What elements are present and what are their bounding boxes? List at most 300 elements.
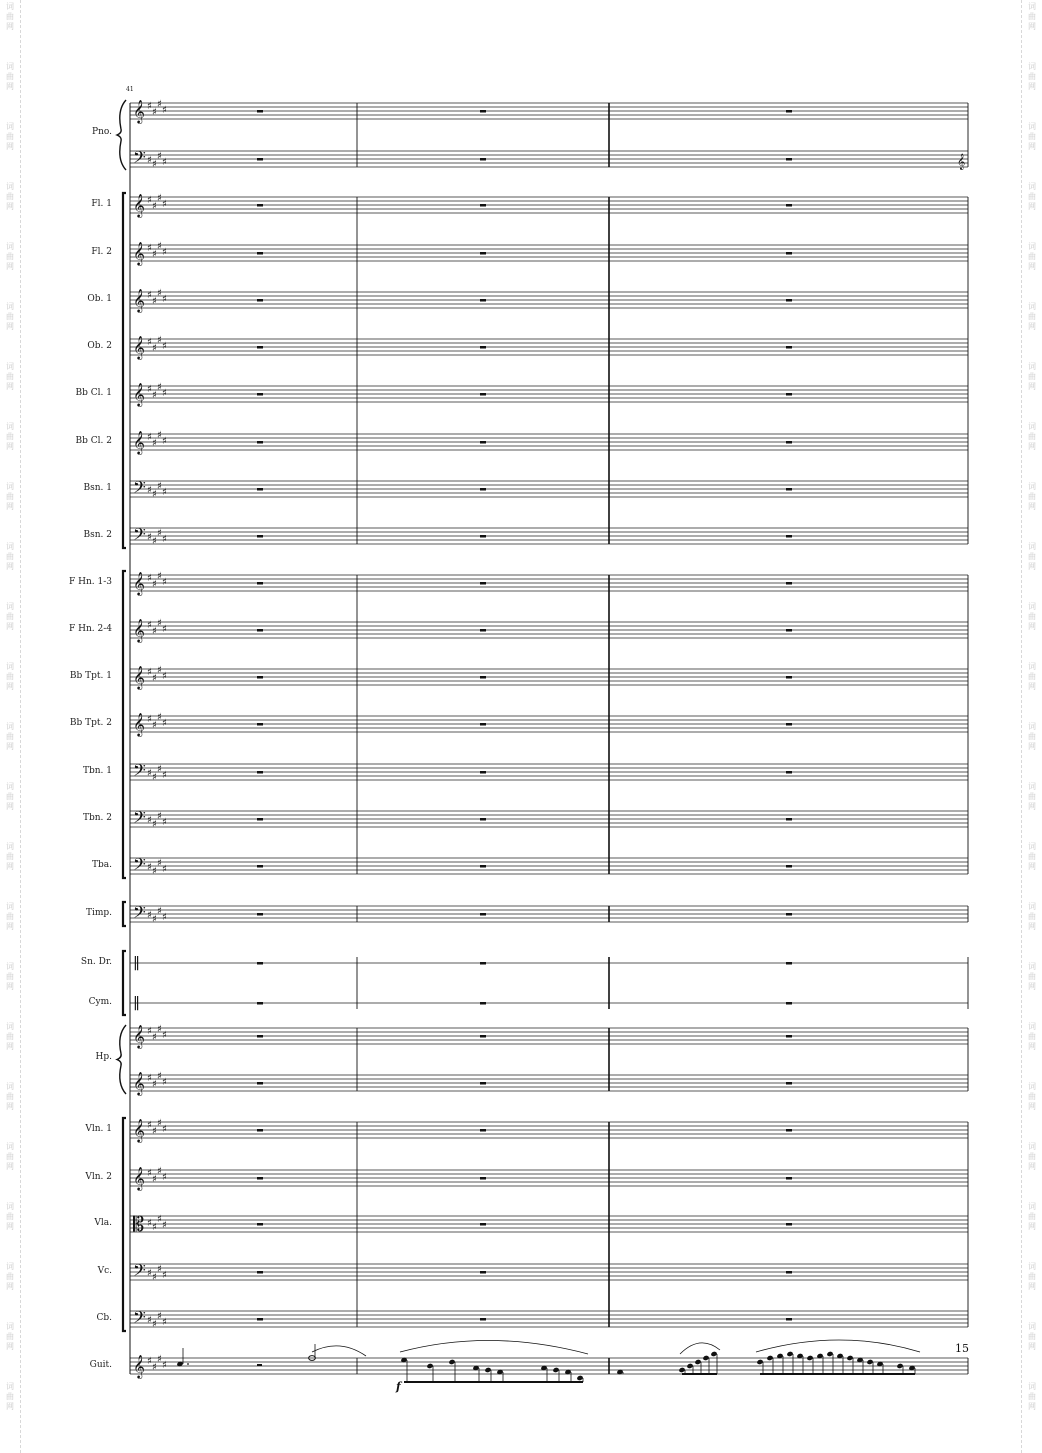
note-head: [678, 1367, 685, 1373]
watermark-glyph: 网: [6, 502, 14, 511]
watermark-glyph: 曲: [1028, 1332, 1036, 1341]
sharp-sign: ♯: [147, 432, 152, 443]
sharp-sign: ♯: [147, 290, 152, 301]
page-number: 15: [955, 1342, 969, 1355]
watermark-glyph: 词: [1028, 1142, 1036, 1151]
sharp-sign: ♯: [152, 1126, 157, 1137]
whole-rest: [786, 252, 792, 255]
watermark-glyph: 网: [1028, 682, 1036, 691]
watermark-glyph: 网: [6, 1162, 14, 1171]
whole-rest: [480, 629, 486, 632]
sharp-sign: ♯: [162, 1220, 167, 1231]
sharp-sign: ♯: [162, 105, 167, 116]
half-rest: [257, 1364, 262, 1366]
augmentation-dot: [187, 1363, 189, 1365]
sharp-sign: ♯: [147, 1073, 152, 1084]
sharp-sign: ♯: [157, 1071, 162, 1082]
instrument-label-fl2: Fl. 2: [91, 247, 112, 257]
dynamic-forte: f: [396, 1380, 401, 1393]
whole-rest: [786, 1223, 792, 1226]
watermark-glyph: 曲: [6, 372, 14, 381]
sharp-sign: ♯: [162, 436, 167, 447]
sharp-sign: ♯: [162, 1317, 167, 1328]
watermark-glyph: 网: [6, 922, 14, 931]
sharp-sign: ♯: [162, 671, 167, 682]
watermark-glyph: 网: [1028, 1402, 1036, 1411]
sharp-sign: ♯: [157, 906, 162, 917]
watermark-glyph: 网: [6, 1282, 14, 1291]
watermark-glyph: 曲: [1028, 792, 1036, 801]
treble-clef: 𝄞: [133, 665, 145, 689]
treble-clef: 𝄞: [133, 618, 145, 642]
sharp-sign: ♯: [147, 768, 152, 779]
watermark-glyph: 网: [6, 82, 14, 91]
whole-rest: [257, 818, 263, 821]
sharp-sign: ♯: [157, 571, 162, 582]
whole-rest: [786, 865, 792, 868]
sharp-sign: ♯: [152, 720, 157, 731]
treble-clef: 𝄞: [133, 335, 145, 359]
whole-rest: [786, 913, 792, 916]
sharp-sign: ♯: [162, 577, 167, 588]
instrument-label-bsn2: Bsn. 2: [83, 530, 112, 540]
watermark-glyph: 曲: [6, 492, 14, 501]
watermark-glyph: 词: [1028, 482, 1036, 491]
sharp-sign: ♯: [152, 1174, 157, 1185]
whole-rest: [257, 913, 263, 916]
watermark-glyph: 词: [6, 422, 14, 431]
sharp-sign: ♯: [162, 1360, 167, 1371]
watermark-glyph: 曲: [6, 1272, 14, 1281]
watermark-glyph: 词: [1028, 662, 1036, 671]
percussion-clef: ‖: [133, 955, 140, 971]
whole-rest: [257, 346, 263, 349]
watermark-glyph: 词: [1028, 602, 1036, 611]
whole-rest: [257, 299, 263, 302]
watermark-glyph: 词: [6, 902, 14, 911]
instrument-label-vc: Vc.: [97, 1266, 112, 1276]
treble-clef: 𝄞: [133, 1071, 145, 1095]
note-head: [576, 1375, 583, 1381]
instrument-label-bsn1: Bsn. 1: [83, 483, 112, 493]
treble-clef: 𝄞: [133, 571, 145, 595]
whole-rest: [480, 1223, 486, 1226]
whole-rest: [786, 110, 792, 113]
watermark-glyph: 网: [6, 1342, 14, 1351]
watermark-glyph: 网: [6, 862, 14, 871]
whole-rest: [257, 962, 263, 965]
watermark-glyph: 网: [1028, 1042, 1036, 1051]
watermark-glyph: 网: [1028, 262, 1036, 271]
whole-rest: [480, 393, 486, 396]
watermark-glyph: 词: [1028, 902, 1036, 911]
whole-rest: [786, 676, 792, 679]
whole-rest: [786, 488, 792, 491]
bass-clef: 𝄢: [133, 1260, 146, 1284]
sharp-sign: ♯: [152, 249, 157, 260]
watermark-glyph: 词: [1028, 422, 1036, 431]
watermark-glyph: 曲: [1028, 612, 1036, 621]
sharp-sign: ♯: [157, 618, 162, 629]
watermark-glyph: 词: [1028, 62, 1036, 71]
whole-rest: [786, 1002, 792, 1005]
whole-rest: [786, 299, 792, 302]
sharp-sign: ♯: [147, 384, 152, 395]
watermark-glyph: 曲: [1028, 312, 1036, 321]
note-head: [806, 1355, 813, 1361]
group-bracket: [123, 193, 126, 548]
watermark-glyph: 词: [6, 1322, 14, 1331]
instrument-label-cym: Cym.: [88, 997, 112, 1007]
whole-rest: [257, 865, 263, 868]
whole-rest: [786, 158, 792, 161]
watermark-glyph: 曲: [1028, 852, 1036, 861]
sharp-sign: ♯: [147, 337, 152, 348]
watermark-glyph: 词: [6, 962, 14, 971]
watermark-glyph: 词: [1028, 122, 1036, 131]
sharp-sign: ♯: [157, 1264, 162, 1275]
instrument-label-tbn2: Tbn. 2: [82, 813, 112, 823]
watermark-glyph: 词: [6, 62, 14, 71]
watermark-glyph: 曲: [1028, 1272, 1036, 1281]
sharp-sign: ♯: [157, 858, 162, 869]
note-head: [866, 1359, 873, 1365]
sharp-sign: ♯: [162, 1030, 167, 1041]
sharp-sign: ♯: [147, 862, 152, 873]
bass-clef: 𝄢: [133, 1307, 146, 1331]
sharp-sign: ♯: [157, 665, 162, 676]
sharp-sign: ♯: [162, 388, 167, 399]
instrument-label-guit: Guit.: [89, 1360, 112, 1370]
watermark-glyph: 网: [6, 22, 14, 31]
whole-rest: [480, 441, 486, 444]
whole-rest: [480, 771, 486, 774]
watermark-glyph: 曲: [1028, 672, 1036, 681]
sharp-sign: ♯: [157, 193, 162, 204]
instrument-label-hn13: F Hn. 1-3: [69, 577, 112, 587]
bass-clef: 𝄢: [133, 807, 146, 831]
instrument-label-tbn1: Tbn. 1: [82, 766, 112, 776]
watermark-glyph: 网: [1028, 1282, 1036, 1291]
whole-rest: [480, 346, 486, 349]
group-bracket: [123, 951, 126, 1015]
sharp-sign: ♯: [152, 489, 157, 500]
watermark-glyph: 曲: [6, 1032, 14, 1041]
sharp-sign: ♯: [152, 438, 157, 449]
watermark-glyph: 网: [6, 1042, 14, 1051]
watermark-glyph: 曲: [1028, 552, 1036, 561]
whole-rest: [480, 1177, 486, 1180]
whole-rest: [786, 441, 792, 444]
watermark-glyph: 网: [6, 142, 14, 151]
whole-rest: [257, 1177, 263, 1180]
sharp-sign: ♯: [147, 243, 152, 254]
watermark-glyph: 曲: [1028, 492, 1036, 501]
watermark-glyph: 词: [6, 782, 14, 791]
instrument-label-hn24: F Hn. 2-4: [69, 624, 112, 634]
whole-rest: [257, 629, 263, 632]
sharp-sign: ♯: [162, 912, 167, 923]
whole-rest: [257, 1035, 263, 1038]
piano-brace: [117, 100, 126, 170]
watermark-glyph: 网: [6, 622, 14, 631]
note-head: [786, 1351, 793, 1357]
watermark-glyph: 词: [1028, 842, 1036, 851]
watermark-glyph: 曲: [1028, 72, 1036, 81]
watermark-glyph: 曲: [6, 1152, 14, 1161]
watermark-glyph: 曲: [6, 72, 14, 81]
watermark-glyph: 网: [1028, 742, 1036, 751]
treble-clef: 𝄞: [133, 193, 145, 217]
watermark-glyph: 词: [1028, 1322, 1036, 1331]
watermark-glyph: 网: [1028, 982, 1036, 991]
watermark-glyph: 词: [6, 362, 14, 371]
instrument-label-timp: Timp.: [85, 908, 112, 918]
watermark-glyph: 曲: [6, 432, 14, 441]
sharp-sign: ♯: [147, 910, 152, 921]
sharp-sign: ♯: [162, 1124, 167, 1135]
bass-clef: 𝄢: [133, 524, 146, 548]
whole-rest: [480, 723, 486, 726]
whole-rest: [480, 582, 486, 585]
sharp-sign: ♯: [147, 101, 152, 112]
whole-rest: [480, 488, 486, 491]
watermark-glyph: 网: [1028, 22, 1036, 31]
watermark-glyph: 曲: [6, 732, 14, 741]
sharp-sign: ♯: [157, 528, 162, 539]
instrument-label-hp-rh: Hp.: [95, 1052, 112, 1062]
instrument-label-tba: Tba.: [92, 860, 112, 870]
sharp-sign: ♯: [152, 819, 157, 830]
sharp-sign: ♯: [152, 579, 157, 590]
watermark-glyph: 词: [1028, 782, 1036, 791]
whole-rest: [786, 1271, 792, 1274]
whole-rest: [257, 676, 263, 679]
watermark-glyph: 词: [6, 602, 14, 611]
sharp-sign: ♯: [152, 107, 157, 118]
instrument-label-cb: Cb.: [96, 1313, 112, 1323]
sharp-sign: ♯: [157, 764, 162, 775]
sharp-sign: ♯: [162, 864, 167, 875]
watermark-glyph: 词: [6, 722, 14, 731]
note-head: [426, 1363, 433, 1369]
whole-rest: [786, 393, 792, 396]
watermark-glyph: 词: [6, 1262, 14, 1271]
watermark-glyph: 网: [6, 1402, 14, 1411]
watermark-glyph: 曲: [6, 132, 14, 141]
whole-rest: [786, 723, 792, 726]
sharp-sign: ♯: [147, 573, 152, 584]
watermark-glyph: 词: [6, 542, 14, 551]
whole-rest: [480, 1082, 486, 1085]
sharp-sign: ♯: [147, 1026, 152, 1037]
sharp-sign: ♯: [152, 159, 157, 170]
sharp-sign: ♯: [157, 430, 162, 441]
instrument-label-pno-rh: Pno.: [92, 127, 112, 137]
watermark-glyph: 词: [6, 1082, 14, 1091]
sharp-sign: ♯: [157, 1024, 162, 1035]
watermark-glyph: 曲: [6, 192, 14, 201]
watermark-glyph: 曲: [6, 312, 14, 321]
watermark-glyph: 曲: [1028, 732, 1036, 741]
sharp-sign: ♯: [157, 1354, 162, 1365]
sharp-sign: ♯: [157, 712, 162, 723]
sharp-sign: ♯: [157, 288, 162, 299]
whole-rest: [480, 1035, 486, 1038]
whole-rest: [257, 1271, 263, 1274]
watermark-glyph: 网: [1028, 142, 1036, 151]
whole-rest: [257, 110, 263, 113]
watermark-glyph: 网: [6, 682, 14, 691]
watermark-glyph: 网: [1028, 442, 1036, 451]
watermark-glyph: 曲: [6, 672, 14, 681]
note-head: [756, 1359, 763, 1365]
watermark-glyph: 曲: [1028, 372, 1036, 381]
watermark-glyph: 曲: [1028, 1392, 1036, 1401]
sharp-sign: ♯: [157, 1118, 162, 1129]
bass-clef: 𝄢: [133, 477, 146, 501]
treble-clef: 𝄞: [133, 288, 145, 312]
instrument-label-ob1: Ob. 1: [87, 294, 112, 304]
slur: [400, 1340, 588, 1354]
whole-rest: [257, 1318, 263, 1321]
note-head: [710, 1351, 717, 1357]
watermark-glyph: 词: [1028, 182, 1036, 191]
whole-rest: [786, 771, 792, 774]
bass-clef: 𝄢: [133, 854, 146, 878]
watermark-glyph: 网: [6, 802, 14, 811]
watermark-glyph: 词: [1028, 2, 1036, 11]
sharp-sign: ♯: [157, 151, 162, 162]
watermark-glyph: 词: [1028, 362, 1036, 371]
note-head: [846, 1355, 853, 1361]
bass-clef: 𝄢: [133, 147, 146, 171]
right-watermark-strip: [1021, 0, 1042, 1453]
sharp-sign: ♯: [162, 1270, 167, 1281]
whole-rest: [480, 252, 486, 255]
treble-clef: 𝄞: [133, 1024, 145, 1048]
whole-rest: [786, 535, 792, 538]
sharp-sign: ♯: [157, 335, 162, 346]
instrument-label-ob2: Ob. 2: [87, 341, 112, 351]
watermark-glyph: 词: [6, 1382, 14, 1391]
whole-rest: [480, 535, 486, 538]
sharp-sign: ♯: [147, 714, 152, 725]
watermark-glyph: 词: [6, 302, 14, 311]
sharp-sign: ♯: [147, 155, 152, 166]
watermark-glyph: 曲: [1028, 912, 1036, 921]
watermark-glyph: 曲: [6, 552, 14, 561]
treble-clef: 𝄞: [133, 712, 145, 736]
whole-rest: [257, 158, 263, 161]
watermark-glyph: 网: [6, 1102, 14, 1111]
whole-rest: [257, 723, 263, 726]
watermark-glyph: 词: [1028, 542, 1036, 551]
sharp-sign: ♯: [162, 1077, 167, 1088]
instrument-label-tpt1: Bb Tpt. 1: [69, 671, 112, 681]
slur: [756, 1340, 920, 1352]
sharp-sign: ♯: [162, 534, 167, 545]
watermark-glyph: 网: [6, 742, 14, 751]
watermark-glyph: 词: [6, 482, 14, 491]
watermark-glyph: 曲: [1028, 972, 1036, 981]
instrument-label-cl1: Bb Cl. 1: [75, 388, 112, 398]
whole-rest: [786, 1035, 792, 1038]
watermark-glyph: 曲: [1028, 432, 1036, 441]
note-head: [826, 1351, 833, 1357]
note-head: [484, 1367, 491, 1373]
watermark-glyph: 网: [6, 262, 14, 271]
sharp-sign: ♯: [152, 866, 157, 877]
watermark-glyph: 网: [1028, 1222, 1036, 1231]
sharp-sign: ♯: [147, 815, 152, 826]
sharp-sign: ♯: [147, 195, 152, 206]
whole-rest: [480, 299, 486, 302]
watermark-glyph: 曲: [6, 252, 14, 261]
instrument-label-sndr: Sn. Dr.: [80, 957, 112, 967]
watermark-glyph: 网: [6, 1222, 14, 1231]
sharp-sign: ♯: [152, 626, 157, 637]
sharp-sign: ♯: [162, 247, 167, 258]
watermark-glyph: 曲: [1028, 12, 1036, 21]
watermark-glyph: 曲: [6, 612, 14, 621]
watermark-glyph: 词: [1028, 302, 1036, 311]
whole-rest: [786, 1082, 792, 1085]
whole-rest: [257, 441, 263, 444]
sharp-sign: ♯: [162, 817, 167, 828]
sharp-sign: ♯: [152, 201, 157, 212]
bass-clef: 𝄢: [133, 760, 146, 784]
group-bracket: [123, 571, 126, 878]
watermark-glyph: 词: [6, 2, 14, 11]
sharp-sign: ♯: [157, 1214, 162, 1225]
watermark-glyph: 曲: [1028, 1212, 1036, 1221]
watermark-glyph: 曲: [6, 1392, 14, 1401]
alto-clef: 𝄡: [133, 1212, 145, 1236]
whole-rest: [257, 488, 263, 491]
sharp-sign: ♯: [162, 294, 167, 305]
whole-rest: [257, 771, 263, 774]
sharp-sign: ♯: [162, 341, 167, 352]
watermark-glyph: 网: [1028, 382, 1036, 391]
watermark-glyph: 网: [6, 442, 14, 451]
sharp-sign: ♯: [152, 536, 157, 547]
sharp-sign: ♯: [147, 1218, 152, 1229]
watermark-glyph: 词: [6, 1142, 14, 1151]
watermark-glyph: 网: [1028, 322, 1036, 331]
treble-clef: 𝄞: [133, 1118, 145, 1142]
whole-rest: [480, 818, 486, 821]
sharp-sign: ♯: [152, 673, 157, 684]
watermark-glyph: 曲: [1028, 1032, 1036, 1041]
piano-brace: [117, 1025, 126, 1094]
sharp-sign: ♯: [162, 1172, 167, 1183]
whole-rest: [786, 204, 792, 207]
instrument-label-cl2: Bb Cl. 2: [75, 436, 112, 446]
whole-rest: [480, 1271, 486, 1274]
treble-clef: 𝄞: [133, 1166, 145, 1190]
watermark-glyph: 曲: [6, 12, 14, 21]
watermark-glyph: 网: [1028, 922, 1036, 931]
whole-rest: [480, 1129, 486, 1132]
watermark-glyph: 词: [6, 122, 14, 131]
sharp-sign: ♯: [157, 1166, 162, 1177]
sharp-sign: ♯: [147, 1315, 152, 1326]
sharp-sign: ♯: [162, 718, 167, 729]
whole-rest: [786, 962, 792, 965]
whole-rest: [257, 252, 263, 255]
whole-rest: [786, 582, 792, 585]
